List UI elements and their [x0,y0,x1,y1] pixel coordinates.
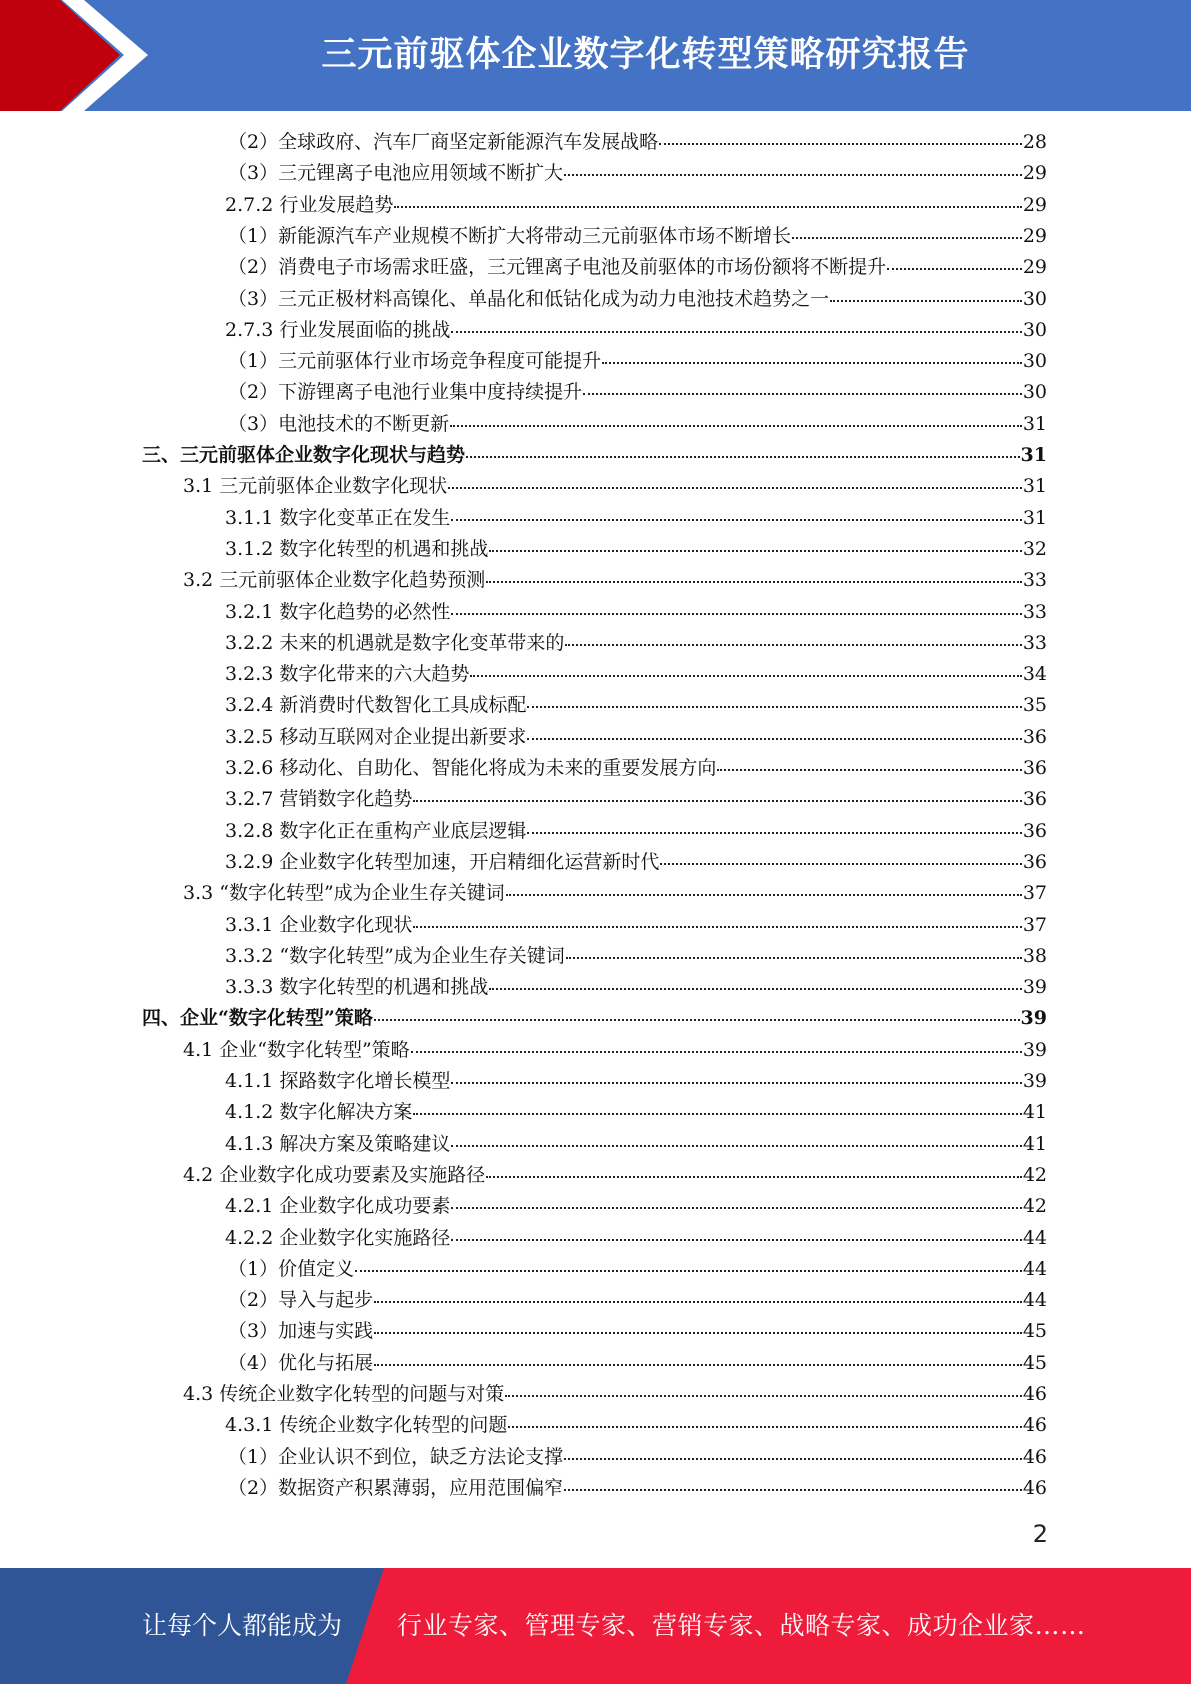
toc-entry[interactable] [225,972,1047,1003]
toc-dot-leader [466,456,1020,458]
toc-dot-leader [413,800,1021,802]
toc-entry[interactable] [225,1410,1047,1441]
toc-entry-page: 46 [1022,1477,1047,1499]
toc-dot-leader [486,1176,1022,1178]
toc-entry-title: （3）三元锂离子电池应用领域不断扩大 [228,162,564,184]
toc-entry-page: 42 [1022,1164,1047,1186]
toc-entry-title: （1）企业认识不到位，缺乏方法论支撑 [228,1446,564,1468]
toc-entry[interactable] [225,1223,1047,1254]
toc-entry-title: 3.2 三元前驱体企业数字化趋势预测 [183,569,486,591]
toc-entry-title: 3.3 “数字化转型”成为企业生存关键词 [183,882,505,904]
toc-entry-page: 39 [1022,1039,1047,1061]
toc-entry[interactable] [228,377,1047,408]
toc-entry[interactable] [225,628,1047,659]
page-footer [0,1568,1191,1684]
toc-entry-page: 34 [1022,663,1047,685]
toc-entry[interactable] [225,910,1047,941]
toc-entry-title: （3）三元正极材料高镍化、单晶化和低钴化成为动力电池技术趋势之一 [228,288,830,310]
toc-dot-leader [451,1145,1021,1147]
toc-entry-title: 3.1.1 数字化变革正在发生 [225,507,451,529]
toc-entry-title: （1）三元前驱体行业市场竞争程度可能提升 [228,350,602,372]
toc-entry-title: （4）优化与拓展 [228,1352,374,1374]
footer-slogan-right: 行业专家、管理专家、营销专家、战略专家、成功企业家…… [397,1611,1086,1640]
toc-dot-leader [486,581,1022,583]
toc-entry-title: 4.2.2 企业数字化实施路径 [225,1227,451,1249]
toc-dot-leader [583,393,1022,395]
toc-dot-leader [887,268,1022,270]
toc-entry-title: 4.2 企业数字化成功要素及实施路径 [183,1164,486,1186]
toc-entry[interactable] [183,1035,1047,1066]
page-number: 2 [1032,1520,1048,1548]
toc-entry[interactable] [228,252,1047,283]
toc-entry-page: 36 [1022,851,1047,873]
toc-dot-leader [451,519,1021,521]
toc-entry-page: 41 [1022,1101,1047,1123]
toc-entry-page: 38 [1022,945,1047,967]
toc-entry-title: 3.2.7 营销数字化趋势 [225,788,413,810]
toc-dot-leader [564,174,1022,176]
toc-entry-page: 45 [1022,1320,1047,1342]
toc-entry-page: 37 [1022,914,1047,936]
toc-entry-page: 31 [1022,413,1047,435]
toc-entry-page: 31 [1022,507,1047,529]
toc-entry-page: 33 [1022,601,1047,623]
toc-entry[interactable] [228,1285,1047,1316]
toc-entry[interactable] [183,1160,1047,1191]
toc-entry[interactable] [225,941,1047,972]
toc-dot-leader [374,1019,1020,1021]
toc-entry-page: 32 [1022,538,1047,560]
toc-entry[interactable] [225,659,1047,690]
toc-entry[interactable] [225,690,1047,721]
toc-entry-title: 3.2.9 企业数字化转型加速，开启精细化运营新时代 [225,851,660,873]
toc-entry-title: 4.1.1 探路数字化增长模型 [225,1070,451,1092]
footer-slogan-left: 让每个人都能成为 [142,1611,343,1640]
toc-entry-page: 37 [1022,882,1047,904]
toc-entry[interactable] [225,1191,1047,1222]
toc-entry[interactable] [228,1316,1047,1347]
toc-dot-leader [451,613,1021,615]
toc-entry-page: 30 [1022,350,1047,372]
toc-entry[interactable] [183,565,1047,596]
toc-entry-page: 31 [1020,444,1047,466]
toc-entry[interactable] [228,221,1047,252]
toc-dot-leader [451,1082,1021,1084]
toc-entry-title: （3）加速与实践 [228,1320,374,1342]
toc-dot-leader [450,425,1022,427]
toc-entry-page: 46 [1022,1383,1047,1405]
toc-entry-title: 3.2.1 数字化趋势的必然性 [225,601,451,623]
toc-dot-leader [659,143,1022,145]
toc-dot-leader [565,644,1021,646]
toc-entry-page: 36 [1022,788,1047,810]
toc-entry-page: 29 [1022,225,1047,247]
report-title: 三元前驱体企业数字化转型策略研究报告 [321,35,970,75]
toc-entry-page: 30 [1022,288,1047,310]
toc-dot-leader [527,832,1021,834]
toc-entry-page: 33 [1022,569,1047,591]
toc-entry-page: 39 [1020,1007,1047,1029]
toc-dot-leader [451,331,1021,333]
toc-entry[interactable] [225,597,1047,628]
toc-dot-leader [451,1239,1021,1241]
toc-entry-title: （2）数据资产积累薄弱，应用范围偏窄 [228,1477,564,1499]
toc-entry-title: （3）电池技术的不断更新 [228,413,450,435]
toc-entry[interactable] [225,753,1047,784]
toc-entry[interactable] [228,1442,1047,1473]
toc-entry-page: 41 [1022,1133,1047,1155]
toc-entry[interactable] [228,346,1047,377]
toc-entry[interactable] [225,315,1047,346]
toc-entry-title: 3.2.4 新消费时代数智化工具成标配 [225,694,527,716]
toc-entry-title: （2）全球政府、汽车厂商坚定新能源汽车发展战略 [228,131,659,153]
toc-entry-title: 3.2.6 移动化、自助化、智能化将成为未来的重要发展方向 [225,757,717,779]
toc-entry-title: 3.2.5 移动互联网对企业提出新要求 [225,726,527,748]
toc-dot-leader [489,550,1021,552]
toc-entry-title: 3.2.3 数字化带来的六大趋势 [225,663,470,685]
toc-entry[interactable] [225,503,1047,534]
toc-dot-leader [451,1207,1021,1209]
toc-entry[interactable] [183,1379,1047,1410]
toc-dot-leader [564,1458,1022,1460]
toc-entry-title: 2.7.3 行业发展面临的挑战 [225,319,451,341]
toc-entry-title: 4.3 传统企业数字化转型的问题与对策 [183,1383,505,1405]
toc-entry[interactable] [225,190,1047,221]
toc-entry-title: 3.1 三元前驱体企业数字化现状 [183,475,448,497]
toc-entry-page: 46 [1022,1446,1047,1468]
toc-entry-page: 44 [1022,1258,1047,1280]
toc-entry-title: 3.2.8 数字化正在重构产业底层逻辑 [225,820,527,842]
toc-entry-title: 2.7.2 行业发展趋势 [225,194,394,216]
toc-entry-page: 30 [1022,381,1047,403]
toc-dot-leader [602,362,1022,364]
toc-dot-leader [566,957,1022,959]
toc-entry-title: （2）下游锂离子电池行业集中度持续提升 [228,381,583,403]
toc-entry[interactable] [183,471,1047,502]
toc-entry-title: 4.1 企业“数字化转型”策略 [183,1039,410,1061]
toc-entry-title: 3.1.2 数字化转型的机遇和挑战 [225,538,489,560]
toc-dot-leader [506,894,1022,896]
toc-entry-title: 4.3.1 传统企业数字化转型的问题 [225,1414,508,1436]
toc-entry-page: 44 [1022,1227,1047,1249]
toc-entry-page: 36 [1022,726,1047,748]
toc-dot-leader [411,1051,1022,1053]
toc-entry-page: 29 [1022,162,1047,184]
toc-entry-title: （2）消费电子市场需求旺盛，三元锂离子电池及前驱体的市场份额将不断提升 [228,256,887,278]
toc-dot-leader [660,863,1021,865]
toc-dot-leader [470,675,1021,677]
toc-dot-leader [792,237,1022,239]
toc-entry-title: 3.3.2 “数字化转型”成为企业生存关键词 [225,945,565,967]
toc-entry-title: （2）导入与起步 [228,1289,374,1311]
toc-entry-page: 28 [1022,131,1047,153]
toc-entry-title: 3.3.1 企业数字化现状 [225,914,413,936]
toc-entry-page: 46 [1022,1414,1047,1436]
toc-entry[interactable] [228,409,1047,440]
toc-entry-title: 3.2.2 未来的机遇就是数字化变革带来的 [225,632,565,654]
toc-entry-page: 30 [1022,319,1047,341]
toc-entry-title: 3.3.3 数字化转型的机遇和挑战 [225,976,489,998]
toc-dot-leader [448,487,1022,489]
toc-entry[interactable] [228,127,1047,158]
toc-entry[interactable] [225,847,1047,878]
toc-dot-leader [374,1332,1022,1334]
toc-dot-leader [413,926,1021,928]
toc-dot-leader [527,706,1021,708]
toc-entry-page: 42 [1022,1195,1047,1217]
toc-entry-page: 29 [1022,194,1047,216]
toc-dot-leader [717,769,1021,771]
toc-entry[interactable] [228,1254,1047,1285]
toc-entry[interactable] [225,816,1047,847]
toc-dot-leader [508,1426,1021,1428]
toc-entry[interactable] [228,158,1047,189]
toc-dot-leader [374,1364,1022,1366]
toc-entry-page: 44 [1022,1289,1047,1311]
toc-entry-page: 29 [1022,256,1047,278]
toc-entry[interactable] [225,1129,1047,1160]
toc-entry-title: （1）价值定义 [228,1258,355,1280]
toc-entry-title: 4.1.2 数字化解决方案 [225,1101,413,1123]
toc-dot-leader [413,1113,1021,1115]
toc-entry-page: 39 [1022,976,1047,998]
toc-entry-title: 四、企业“数字化转型”策略 [142,1007,373,1029]
toc-dot-leader [355,1270,1022,1272]
toc-dot-leader [489,988,1021,990]
toc-entry[interactable] [228,1473,1047,1504]
toc-entry-title: 4.2.1 企业数字化成功要素 [225,1195,451,1217]
toc-entry[interactable] [142,440,1047,471]
toc-entry[interactable] [225,534,1047,565]
toc-entry-page: 31 [1022,475,1047,497]
toc-dot-leader [527,738,1021,740]
toc-entry-page: 36 [1022,757,1047,779]
toc-entry-page: 36 [1022,820,1047,842]
toc-entry-title: 4.1.3 解决方案及策略建议 [225,1133,451,1155]
toc-entry[interactable] [142,1003,1047,1034]
page-header [0,0,1191,111]
toc-dot-leader [374,1301,1022,1303]
toc-entry[interactable] [228,284,1047,315]
toc-dot-leader [830,300,1022,302]
toc-entry[interactable] [228,1348,1047,1379]
toc-entry-title: 三、三元前驱体企业数字化现状与趋势 [142,444,466,466]
toc-entry[interactable] [225,1066,1047,1097]
toc-dot-leader [505,1395,1022,1397]
toc-entry-title: （1）新能源汽车产业规模不断扩大将带动三元前驱体市场不断增长 [228,225,792,247]
toc-dot-leader [564,1489,1022,1491]
toc-entry[interactable] [225,784,1047,815]
toc-entry[interactable] [225,722,1047,753]
toc-entry[interactable] [183,878,1047,909]
toc-entry-page: 33 [1022,632,1047,654]
toc-dot-leader [394,206,1021,208]
toc-entry-page: 39 [1022,1070,1047,1092]
toc-entry-page: 35 [1022,694,1047,716]
toc-entry[interactable] [225,1097,1047,1128]
toc-entry-page: 45 [1022,1352,1047,1374]
